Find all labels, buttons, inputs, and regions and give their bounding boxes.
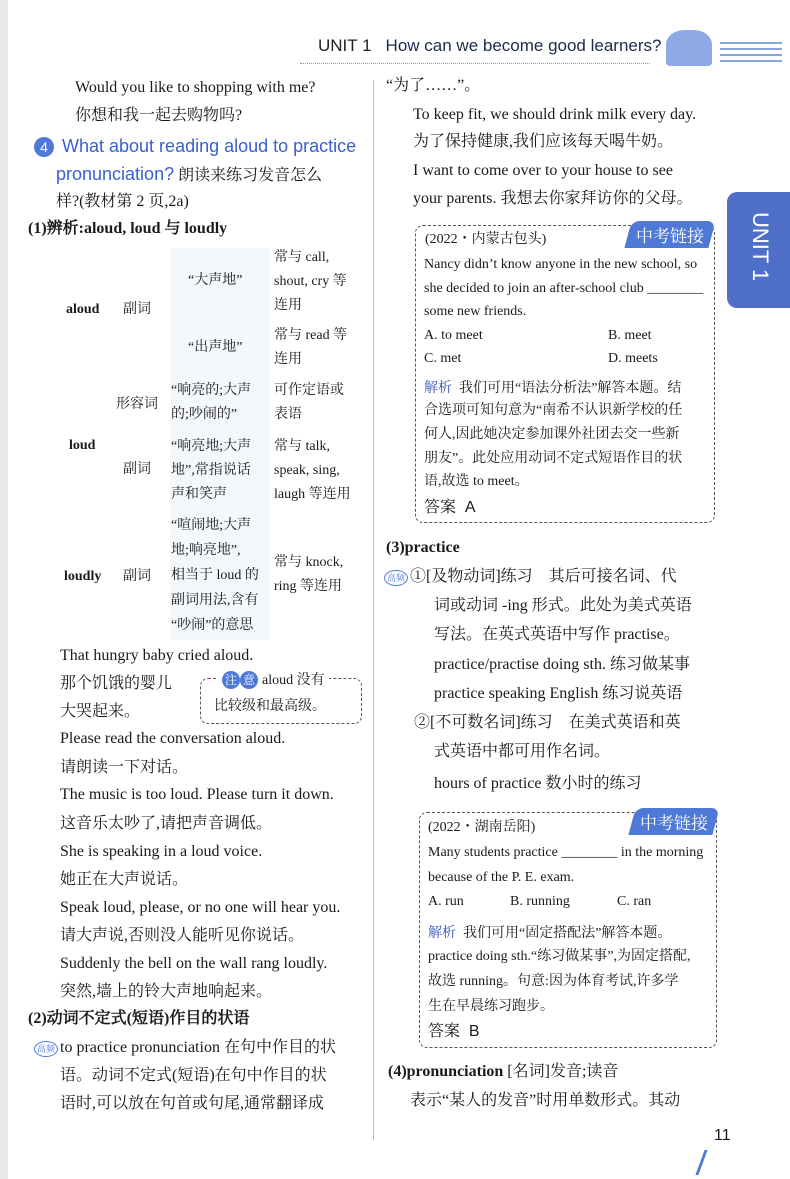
- table-meaning: “响亮的;大声 的;吵闹的”: [171, 383, 252, 422]
- section-3-line: practice/practise doing sth. 练习做某事: [434, 656, 690, 673]
- note-badge: 注: [222, 671, 240, 689]
- example-translation: 大哭起来。: [60, 703, 141, 720]
- page-number: 11: [714, 1127, 731, 1144]
- section-4-title: (4)pronunciation [名词]发音;读音: [388, 1063, 619, 1080]
- example-translation: 突然,墙上的铃大声地响起来。: [60, 983, 273, 1000]
- page-number-decoration: [695, 1150, 737, 1175]
- question-text: Nancy didn’t know anyone in the new school, so: [424, 257, 698, 272]
- table-meaning: “响亮地;大声 地”,常指说话 声和笑声: [171, 439, 252, 502]
- section-2-line: 高频 to practice pronunciation 在句中作目的状: [34, 1037, 336, 1059]
- analysis-line: 何人,因此她决定参加课外社团去交一些新: [424, 427, 680, 442]
- heading-line2: [56, 163, 322, 187]
- note-text: aloud 没有: [262, 673, 325, 688]
- example-sentence: Speak loud, please, or no one will hear you.: [60, 899, 341, 916]
- unit-title: How can we become good learners?: [385, 36, 662, 55]
- example-translation: 为了保持健康,我们应该每天喝牛奶。: [413, 133, 674, 150]
- question-text: because of the P. E. exam.: [428, 870, 575, 885]
- section-4-line: 表示“某人的发音”时用单数形式。其动: [410, 1092, 681, 1109]
- section-3-title: (3)practice: [386, 539, 460, 556]
- page-edge: [0, 0, 8, 1179]
- note-badge: 意: [240, 671, 258, 689]
- section-3-line: 写法。在英式英语中写作 practise。: [434, 626, 680, 643]
- answer: 答案 A: [424, 499, 476, 516]
- unit-label: UNIT 1: [318, 36, 372, 55]
- point-number-badge: 4: [34, 137, 54, 157]
- question-source: (2022・内蒙古包头): [425, 232, 547, 247]
- table-usage: 常与 talk, speak, sing, laugh 等连用: [274, 439, 351, 502]
- heading-zh: 朗读来练习发音怎么: [178, 167, 323, 184]
- section-3-line: hours of practice 数小时的练习: [434, 775, 642, 792]
- analysis-line: practice doing sth.“练习做某事”,为固定搭配,: [428, 949, 691, 964]
- table-word-aloud: aloud: [66, 302, 100, 317]
- analysis-line: 故选 running。句意:因为体育考试,许多学: [428, 974, 679, 989]
- table-meaning: “喧闹地;大声 地;响亮地”, 相当于 loud 的 副词用法,含有 “吵闹”的意思: [171, 518, 259, 633]
- high-frequency-icon: 高频: [34, 1041, 58, 1057]
- example-sentence: That hungry baby cried aloud.: [60, 647, 254, 664]
- question-text: Many students practice ________ in the morning: [428, 845, 704, 860]
- book-logo-icon: [666, 30, 712, 66]
- section-2-line: 语时,可以放在句首或句尾,通常翻译成: [60, 1095, 325, 1112]
- section-2-line: 语。动词不定式(短语)在句中作目的状: [60, 1067, 327, 1084]
- example-translation: 那个饥饿的婴儿: [60, 675, 173, 692]
- example-translation: 请朗读一下对话。: [60, 759, 189, 776]
- analysis-line: 合选项可知句意为“南希不认识新学校的任: [424, 403, 683, 418]
- table-word-loud: loud: [69, 438, 96, 453]
- analysis-line: 语,故选 to meet。: [424, 474, 529, 489]
- analysis-line: 解析 我们可用“语法分析法”解答本题。结: [424, 379, 682, 396]
- note-text: 比较级和最高级。: [214, 699, 326, 714]
- analysis-line: 朋友”。此处应用动词不定式短语作目的状: [424, 451, 683, 466]
- table-usage: 常与 call, shout, cry 等 连用: [274, 250, 347, 313]
- example-translation: 请大声说,否则没人能听见你说话。: [60, 927, 305, 944]
- option: B. meet: [608, 328, 652, 343]
- example-sentence: Suddenly the bell on the wall rang loudly.: [60, 955, 328, 972]
- exam-link-tag: 中考链接: [624, 221, 715, 248]
- section-3-line: 词或动词 -ing 形式。此处为美式英语: [434, 597, 692, 614]
- table-usage: 可作定语或 表语: [274, 383, 344, 422]
- table-usage: 常与 read 等 连用: [274, 328, 348, 367]
- section-1-title: (1)辨析:aloud, loud 与 loudly: [28, 220, 228, 237]
- analysis-line: 解析 我们可用“固定搭配法”解答本题。: [428, 924, 672, 941]
- section-3-line: 高频 ①[及物动词]练习 其后可接名词、代: [384, 566, 677, 588]
- question-source: (2022・湖南岳阳): [428, 820, 536, 835]
- section-3-line: 式英语中都可用作名词。: [434, 743, 611, 760]
- high-frequency-icon: 高频: [384, 570, 408, 586]
- unit-side-tab[interactable]: [727, 192, 790, 308]
- example-translation: 这音乐太吵了,请把声音调低。: [60, 815, 273, 832]
- table-pos: 副词: [123, 302, 151, 317]
- question-text: she decided to join an after-school club ________: [424, 281, 704, 296]
- table-word-loudly: loudly: [64, 569, 102, 584]
- example-translation: 她正在大声说话。: [60, 871, 189, 888]
- header-stripes: [720, 42, 782, 64]
- heading-en: pronunciation?: [56, 164, 175, 184]
- table-meaning: “出声地”: [188, 340, 243, 355]
- exam-link-tag: 中考链接: [628, 808, 719, 835]
- answer: 答案 B: [428, 1023, 480, 1040]
- example-sentence: Would you like to shopping with me?: [75, 79, 316, 96]
- example-sentence: The music is too loud. Please turn it down.: [60, 786, 334, 803]
- running-header: [318, 36, 661, 56]
- table-pos: 形容词: [116, 397, 158, 412]
- option: C. ran: [617, 894, 652, 909]
- table-pos: 副词: [123, 569, 151, 584]
- option: A. to meet: [424, 328, 483, 343]
- side-tab-label: UNIT 1: [748, 212, 773, 282]
- section-2-title: (2)动词不定式(短语)作目的状语: [28, 1010, 250, 1027]
- column-divider: [373, 80, 374, 1140]
- heading-line3: 样?(教材第 2 页,2a): [56, 193, 189, 210]
- question-text: some new friends.: [424, 304, 527, 319]
- option: C. met: [424, 351, 462, 366]
- example-translation: 你想和我一起去购物吗?: [75, 107, 243, 124]
- example-sentence: Please read the conversation aloud.: [60, 730, 286, 747]
- table-usage: 常与 knock, ring 等连用: [274, 555, 344, 594]
- example-sentence: your parents. 我想去你家拜访你的父母。: [413, 190, 693, 207]
- table-meaning: “大声地”: [188, 273, 243, 288]
- section-3-line: practice speaking English 练习说英语: [434, 685, 683, 702]
- option: D. meets: [608, 351, 658, 366]
- example-sentence: I want to come over to your house to see: [413, 162, 673, 179]
- heading-line1: What about reading aloud to practice: [62, 136, 357, 156]
- example-sentence: To keep fit, we should drink milk every day.: [413, 106, 697, 123]
- point-heading: [34, 135, 356, 159]
- text-line: “为了……”。: [386, 77, 481, 94]
- analysis-line: 生在早晨练习跑步。: [428, 999, 554, 1014]
- option: B. running: [510, 894, 570, 909]
- example-sentence: She is speaking in a loud voice.: [60, 843, 263, 860]
- section-3-line: ②[不可数名词]练习 在美式英语和英: [414, 714, 681, 731]
- table-pos: 副词: [123, 462, 151, 477]
- option: A. run: [428, 894, 464, 909]
- header-divider: [300, 63, 650, 64]
- note-title: [218, 669, 329, 692]
